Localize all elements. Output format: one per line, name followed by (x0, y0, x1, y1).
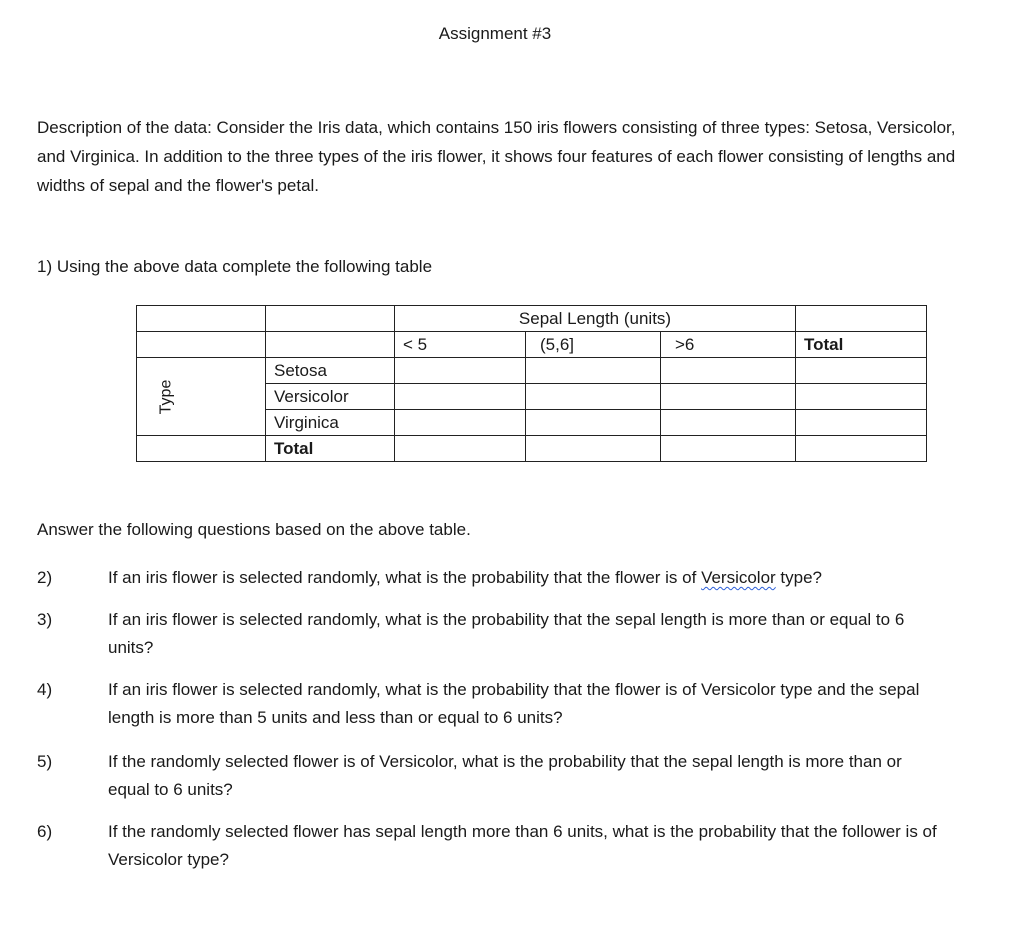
type-group-cell (137, 358, 266, 436)
table-row (137, 306, 927, 332)
table-cell (266, 332, 395, 358)
table-cell (661, 358, 796, 384)
table-cell (395, 436, 526, 462)
col-header-total: Total (796, 332, 927, 358)
list-item (37, 606, 957, 662)
list-item (37, 748, 957, 804)
table-cell (526, 358, 661, 384)
question-text: If an iris flower is selected randomly, what is the probability that the flower is of Versicolor type and the sepal length is more than 5 units and less than or equal to 6 units? (108, 680, 920, 727)
type-label: Type (157, 379, 175, 414)
list-item (37, 818, 957, 874)
row-label-setosa: Setosa (266, 358, 395, 384)
row-label-virginica: Virginica (266, 410, 395, 436)
question-text: If the randomly selected flower has sepal length more than 6 units, what is the probability that the follower is of Versicolor type? (108, 822, 937, 869)
col-header-5-6: (5,6] (526, 332, 661, 358)
table-cell (796, 358, 927, 384)
row-label-versicolor: Versicolor (266, 384, 395, 410)
question-text-part: If an iris flower is selected randomly, what is the probability that the flower is of (108, 568, 702, 587)
question-number: 2) (37, 568, 53, 587)
table-cell (395, 384, 526, 410)
iris-table (136, 305, 927, 462)
table-cell (796, 436, 927, 462)
answer-intro: Answer the following questions based on the above table. (37, 520, 471, 539)
question-number: 3) (37, 610, 53, 629)
sepal-length-header: Sepal Length (units) (395, 306, 796, 332)
table-cell (137, 436, 266, 462)
list-item (37, 564, 957, 592)
page-title: Assignment #3 (438, 24, 552, 43)
question-text: If the randomly selected flower is of Versicolor, what is the probability that the sepal length is more than or equal to 6 units? (108, 752, 902, 799)
table-cell (526, 410, 661, 436)
data-description: Description of the data: Consider the Iris data, which contains 150 iris flowers consisting of three types: Setosa, Versicolor, and Virginica. In addition to the three types of the iris flower, it shows four features of each flower consisting of lengths and widths of sepal and the flower's petal. (37, 118, 956, 195)
table-row (137, 332, 927, 358)
col-header-gt6: >6 (661, 332, 796, 358)
question-1: 1) Using the above data complete the following table (37, 257, 433, 276)
table-cell (395, 410, 526, 436)
table-cell (526, 384, 661, 410)
table-cell (137, 306, 266, 332)
question-number: 5) (37, 752, 53, 771)
table-row (137, 358, 927, 384)
question-number: 4) (37, 680, 53, 699)
question-number: 6) (37, 822, 53, 841)
question-list (37, 564, 957, 874)
table-cell (796, 306, 927, 332)
table-cell (796, 384, 927, 410)
spellcheck-word: Versicolor (701, 568, 776, 587)
table-cell (661, 410, 796, 436)
col-header-lt5: < 5 (395, 332, 526, 358)
table-cell (137, 332, 266, 358)
table-cell (796, 410, 927, 436)
list-item (37, 676, 957, 732)
table-cell (395, 358, 526, 384)
question-text: If an iris flower is selected randomly, what is the probability that the sepal length is more than or equal to 6 units? (108, 610, 905, 657)
question-text-part: type? (775, 568, 823, 587)
row-label-total: Total (266, 436, 395, 462)
table-cell (661, 436, 796, 462)
table-row (137, 436, 927, 462)
table-cell (526, 436, 661, 462)
question-text (108, 564, 948, 592)
table-cell (661, 384, 796, 410)
table-cell (266, 306, 395, 332)
